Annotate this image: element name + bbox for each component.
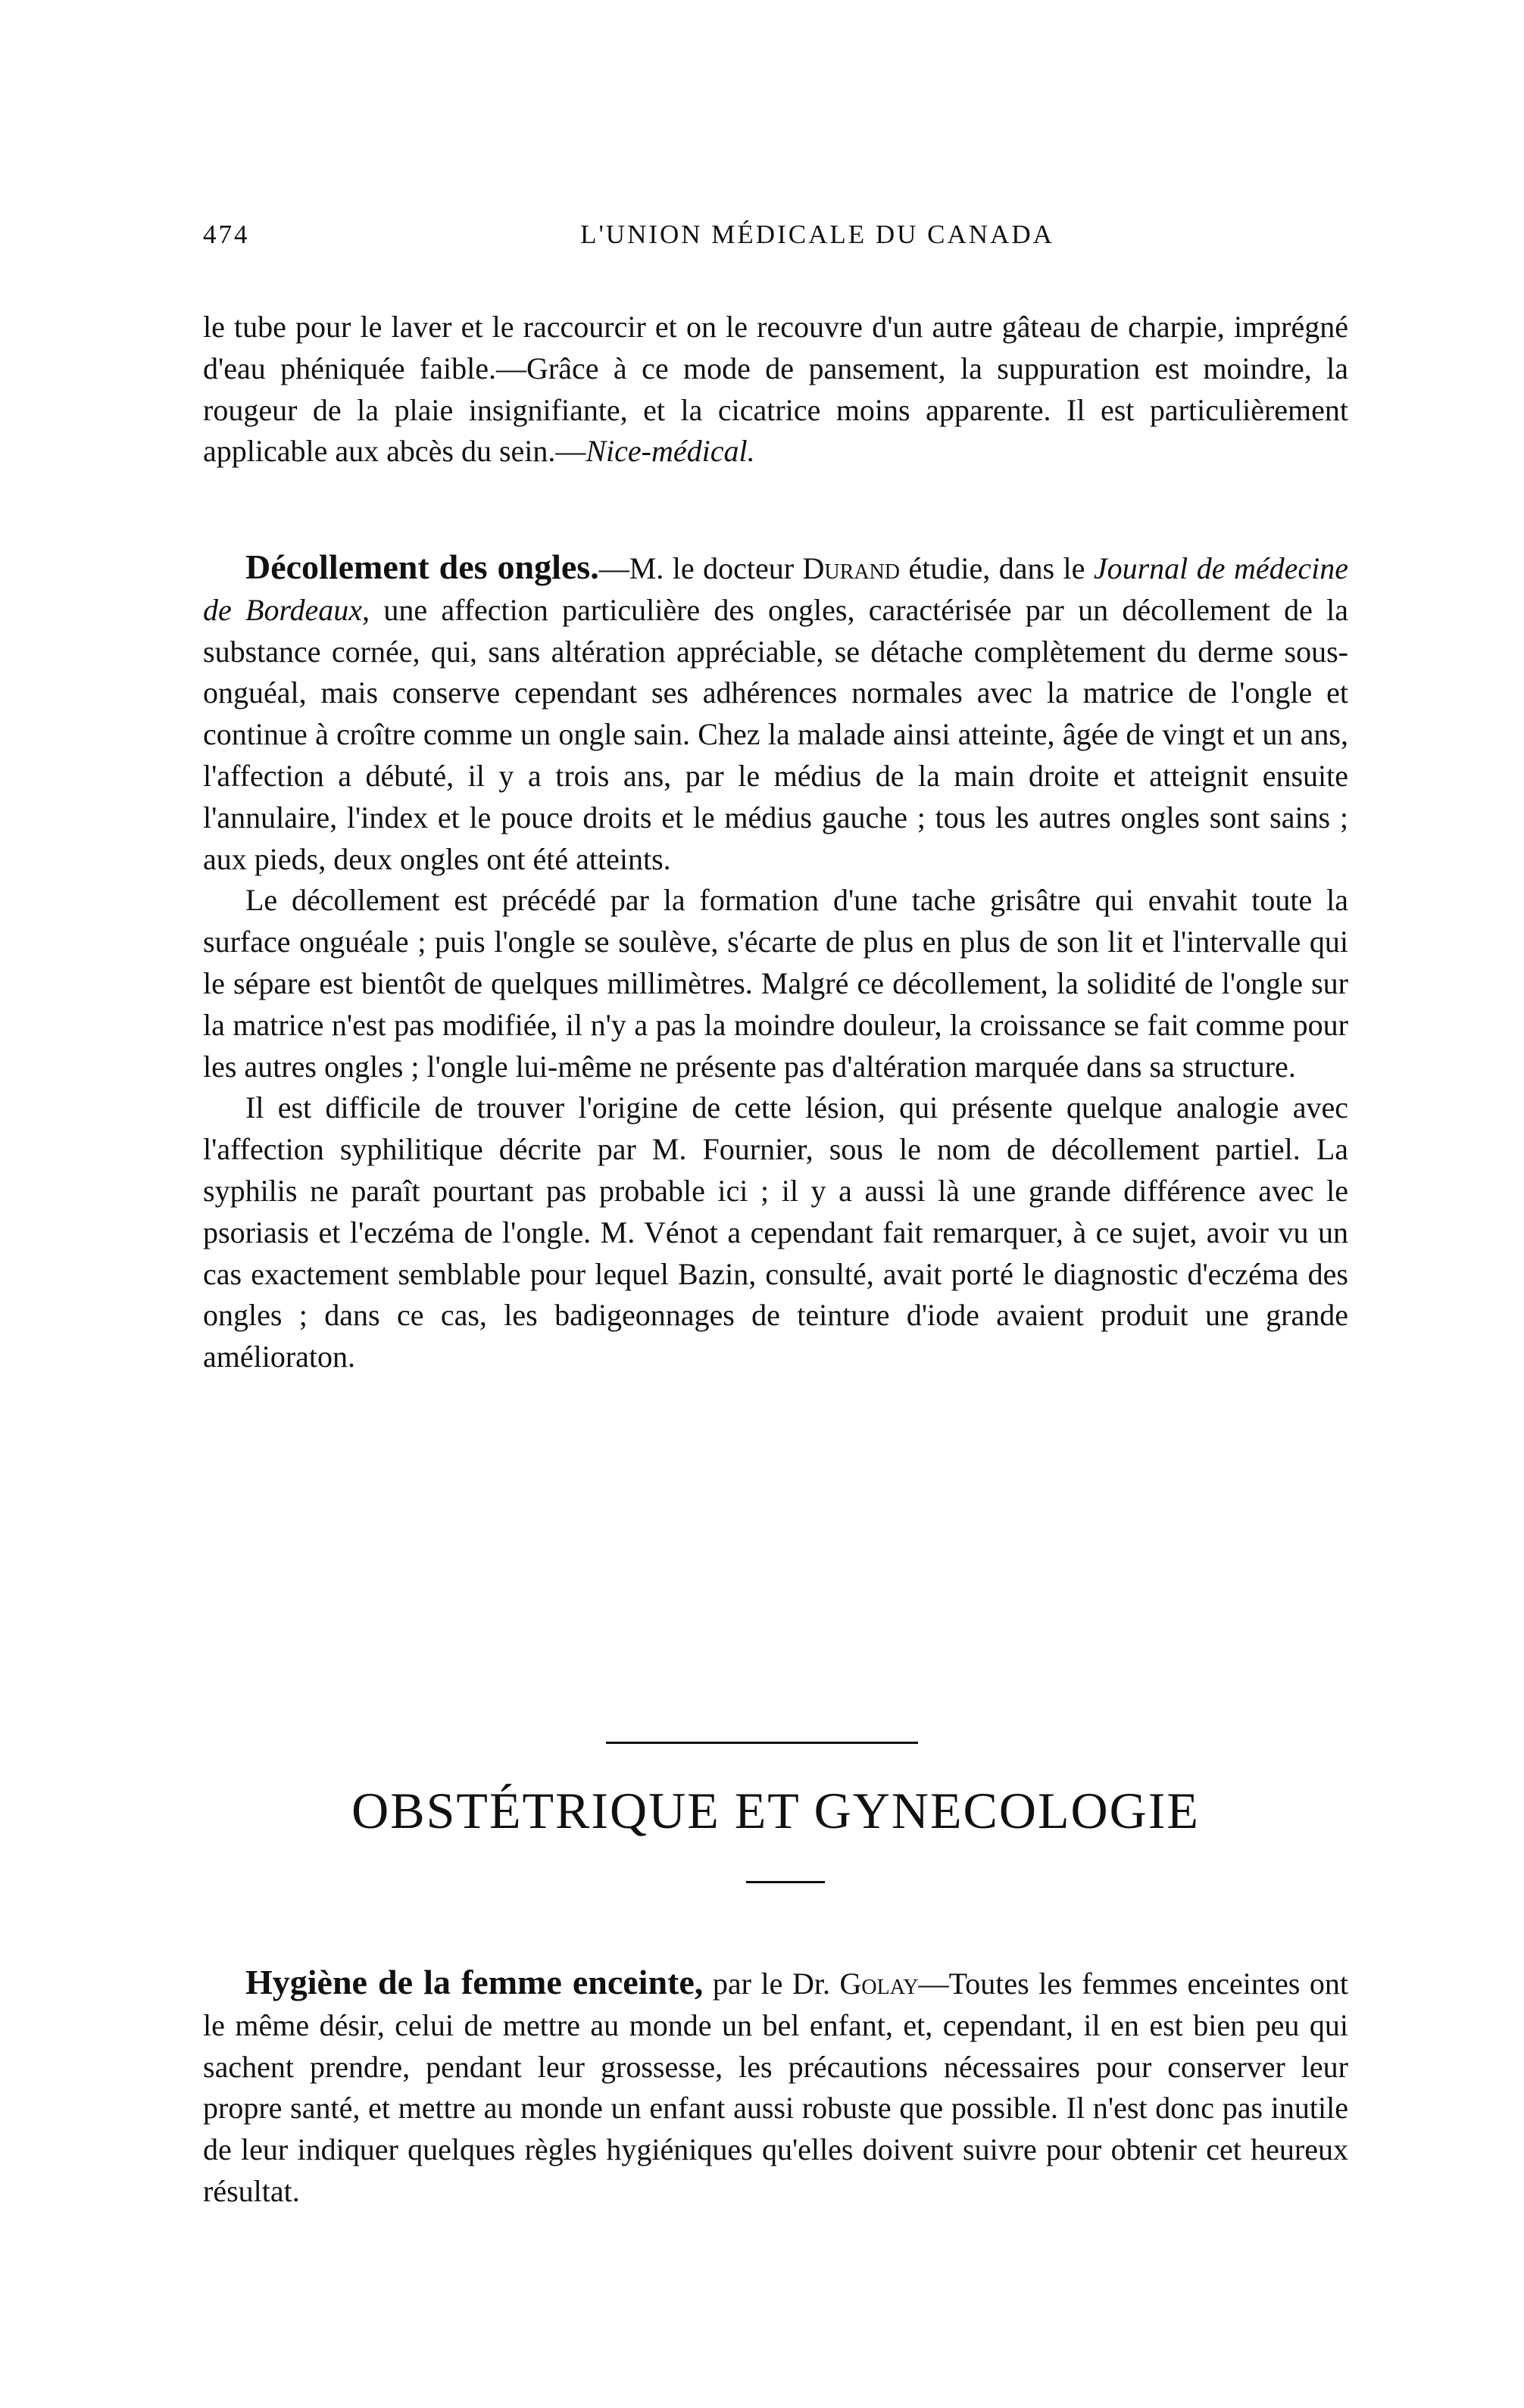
article-continuation bbox=[203, 307, 1348, 473]
section-divider bbox=[606, 1742, 918, 1744]
continuation-paragraph bbox=[203, 307, 1348, 473]
running-header bbox=[203, 220, 1348, 256]
paragraph-text: —Toutes les femmes enceintes ont le même désir, celui de mettre au monde un bel enfant, et, cependant, il en est bien peu qui sachent prendre, pendant leur grossesse, les précautions nécessaires pour conserver leur propre santé, et mettre au monde un enfant aussi robuste que possible. Il n'est donc pas inutile de leur indiquer quelques règles hygiéniques qu'elles doivent suivre pour obtenir cet heureux résultat. bbox=[203, 1967, 1348, 2208]
byline-text: par le Dr. bbox=[703, 1967, 840, 2001]
journal-title: L'UNION MÉDICALE DU CANADA bbox=[580, 220, 1054, 249]
intro-text: —M. le docteur bbox=[598, 551, 803, 585]
author-name: Golay bbox=[839, 1967, 919, 2001]
section-heading: OBSTÉTRIQUE ET GYNECOLOGIE bbox=[351, 1782, 1200, 1839]
author-name: Durand bbox=[802, 551, 900, 585]
paragraph-text: une affection particulière des ongles, caractérisée par un décollement de la substance cornée, qui, sans altération appréciable, se détache complètement du derme sous-onguéal, mais conserve cependant ses adhérences normales avec la matrice de l'ongle et continue à croître comme un ongle sain. Chez la malade ainsi atteinte, âgée de vingt et un ans, l'affection a débuté, il y a trois ans, par le médius de la main droite et atteignit ensuite l'annulaire, l'index et le pouce droits et le médius gauche ; tous les autres ongles sont sains ; aux pieds, deux ongles ont été atteints. bbox=[203, 592, 1348, 876]
article-paragraph: Le décollement est précédé par la formation d'une tache grisâtre qui envahit toute la surface onguéale ; puis l'ongle se soulève, s'écarte de plus en plus de son lit et l'intervalle qui le sépare est bientôt de quelques millimètres. Malgré ce décollement, la solidité de l'ongle sur la matrice n'est pas modifiée, il n'y a pas la moindre douleur, la croissance se fait comme pour les autres ongles ; l'ongle lui-même ne présente pas d'altération marquée dans sa structure. bbox=[203, 883, 1348, 1084]
intro-text: étudie, dans le bbox=[900, 551, 1094, 585]
page-number: 474 bbox=[203, 220, 250, 249]
article-paragraph bbox=[203, 547, 1348, 880]
article-hygiene bbox=[203, 1962, 1348, 2213]
source-citation: Nice-médical. bbox=[586, 434, 755, 469]
heading-underline bbox=[746, 1881, 825, 1883]
article-decollement bbox=[203, 547, 1348, 1378]
article-paragraph: Il est difficile de trouver l'origine de cette lésion, qui présente quelque analogie avec l'affection syphilitique décrite par M. Fournier, sous le nom de décollement partiel. La syphilis ne paraît pourtant pas probable ici ; il y a aussi là une grande différence avec le psoriasis et l'eczéma de l'ongle. M. Vénot a cependant fait remarquer, à ce sujet, avoir vu un cas exactement semblable pour lequel Bazin, consulté, avait porté le diagnostic d'eczéma des ongles ; dans ce cas, les badigeonnages de teinture d'iode avaient produit une grande amélioraton. bbox=[203, 1090, 1348, 1374]
continuation-text: le tube pour le laver et le raccourcir et on le recouvre d'un autre gâteau de charpie, imprégné d'eau phéniquée faible.—Grâce à ce mode de pansement, la suppuration est moindre, la rougeur de la plaie insignifiante, et la cicatrice moins apparente. Il est particulièrement applicable aux abcès du sein.— bbox=[203, 310, 1348, 469]
article-title: Décollement des ongles. bbox=[245, 547, 599, 586]
article-title: Hygiène de la femme enceinte, bbox=[245, 1963, 704, 2001]
article-paragraph bbox=[203, 1962, 1348, 2213]
journal-citation: Journal de médecine de Bordeaux, bbox=[203, 551, 1349, 627]
